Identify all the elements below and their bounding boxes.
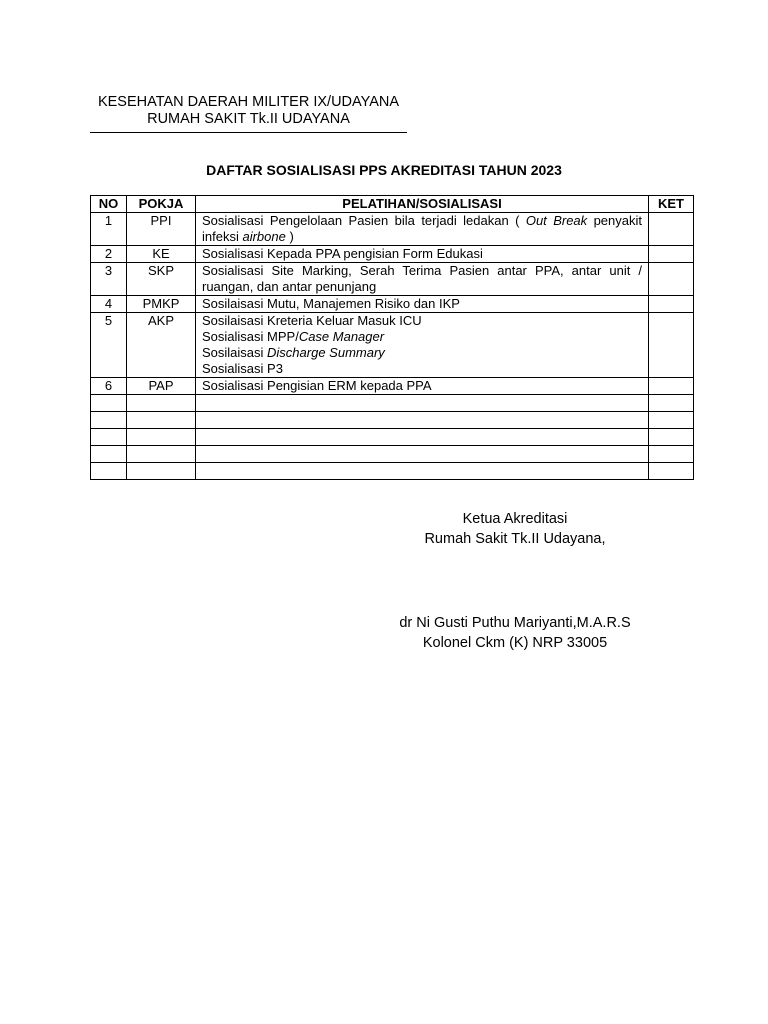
table-row (91, 378, 694, 395)
cell-ket (649, 296, 694, 313)
cell-no: 5 (91, 313, 127, 378)
pelatihan-line (202, 378, 642, 394)
cell-pelatihan (196, 378, 649, 395)
text-segment: Sosialisasi Pengisian ERM kepada PPA (202, 378, 432, 393)
table-header-row (91, 196, 694, 213)
text-segment: Sosilaisasi Kreteria Keluar Masuk ICU (202, 313, 422, 328)
cell-no: 1 (91, 213, 127, 246)
cell-ket (649, 313, 694, 378)
empty-cell (196, 395, 649, 412)
empty-cell (91, 412, 127, 429)
text-segment: Sosilaisasi (202, 345, 268, 360)
letterhead-divider (90, 132, 407, 133)
signature-institution: Rumah Sakit Tk.II Udayana, (424, 531, 606, 547)
header-no: NO (91, 196, 127, 213)
empty-cell (91, 463, 127, 480)
pelatihan-line (202, 361, 642, 377)
letterhead-line-1: KESEHATAN DAERAH MILITER IX/UDAYANA (97, 94, 400, 110)
empty-cell (91, 446, 127, 463)
cell-no: 2 (91, 246, 127, 263)
signature-block (380, 613, 650, 653)
text-segment: Sosialisasi Site Marking, Serah Terima Pasien antar PPA, antar unit / ruangan, dan antar penunjang (202, 263, 642, 294)
cell-pokja: KE (127, 246, 196, 263)
empty-cell (196, 429, 649, 446)
cell-pokja: PPI (127, 213, 196, 246)
empty-cell (127, 412, 196, 429)
signature-name: dr Ni Gusti Puthu Mariyanti,M.A.R.S (399, 615, 631, 631)
header-ket: KET (649, 196, 694, 213)
empty-cell (127, 395, 196, 412)
cell-pelatihan (196, 213, 649, 246)
pelatihan-line (202, 345, 642, 361)
text-segment: airbone (242, 229, 286, 244)
table-row (91, 213, 694, 246)
pelatihan-line (202, 263, 642, 295)
signature-role: Ketua Akreditasi (462, 511, 568, 527)
empty-cell (649, 412, 694, 429)
text-segment: penyakit infeksi (202, 213, 642, 244)
cell-pokja: AKP (127, 313, 196, 378)
cell-no: 3 (91, 263, 127, 296)
cell-ket (649, 263, 694, 296)
text-segment: Sosilaisasi Mutu, Manajemen Risiko dan IKP (202, 296, 460, 311)
empty-row (91, 429, 694, 446)
document-title: DAFTAR SOSIALISASI PPS AKREDITASI TAHUN 2023 (206, 162, 562, 178)
cell-pelatihan (196, 296, 649, 313)
header-pokja: POKJA (127, 196, 196, 213)
table-row (91, 246, 694, 263)
letterhead (90, 94, 407, 128)
pelatihan-line (202, 329, 642, 345)
cell-no: 4 (91, 296, 127, 313)
text-segment: Discharge Summary (267, 345, 385, 360)
empty-row (91, 412, 694, 429)
text-segment: Sosialisasi P3 (202, 361, 283, 376)
cell-ket (649, 378, 694, 395)
cell-ket (649, 213, 694, 246)
cell-pokja: SKP (127, 263, 196, 296)
cell-pelatihan (196, 263, 649, 296)
empty-cell (649, 463, 694, 480)
cell-pelatihan (196, 313, 649, 378)
letterhead-line-2: RUMAH SAKIT Tk.II UDAYANA (147, 111, 350, 127)
text-segment: Case Manager (298, 329, 385, 344)
empty-cell (91, 395, 127, 412)
empty-cell (127, 463, 196, 480)
header-pelatihan: PELATIHAN/SOSIALISASI (196, 196, 649, 213)
empty-row (91, 463, 694, 480)
pelatihan-line (202, 213, 642, 245)
text-segment: ) (285, 229, 294, 244)
signature-rank: Kolonel Ckm (K) NRP 33005 (422, 635, 608, 651)
text-segment: Sosialisasi Pengelolaan Pasien bila terjadi ledakan ( (202, 213, 526, 228)
cell-no: 6 (91, 378, 127, 395)
empty-cell (127, 446, 196, 463)
table-row (91, 263, 694, 296)
pelatihan-line (202, 313, 642, 329)
table-row (91, 313, 694, 378)
cell-ket (649, 246, 694, 263)
pelatihan-line (202, 296, 642, 312)
empty-cell (196, 412, 649, 429)
empty-cell (91, 429, 127, 446)
empty-row (91, 395, 694, 412)
text-segment: Sosialisasi MPP/ (202, 329, 299, 344)
empty-row (91, 446, 694, 463)
cell-pokja: PAP (127, 378, 196, 395)
table-body (91, 213, 694, 480)
table-row (91, 296, 694, 313)
empty-cell (649, 446, 694, 463)
empty-cell (649, 429, 694, 446)
empty-cell (127, 429, 196, 446)
cell-pelatihan (196, 246, 649, 263)
empty-cell (196, 463, 649, 480)
signature-heading (380, 509, 650, 549)
empty-cell (196, 446, 649, 463)
empty-cell (649, 395, 694, 412)
socialization-table (90, 195, 694, 480)
text-segment: Sosialisasi Kepada PPA pengisian Form Edukasi (202, 246, 483, 261)
pelatihan-line (202, 246, 642, 262)
text-segment: Out Break (525, 213, 588, 228)
cell-pokja: PMKP (127, 296, 196, 313)
